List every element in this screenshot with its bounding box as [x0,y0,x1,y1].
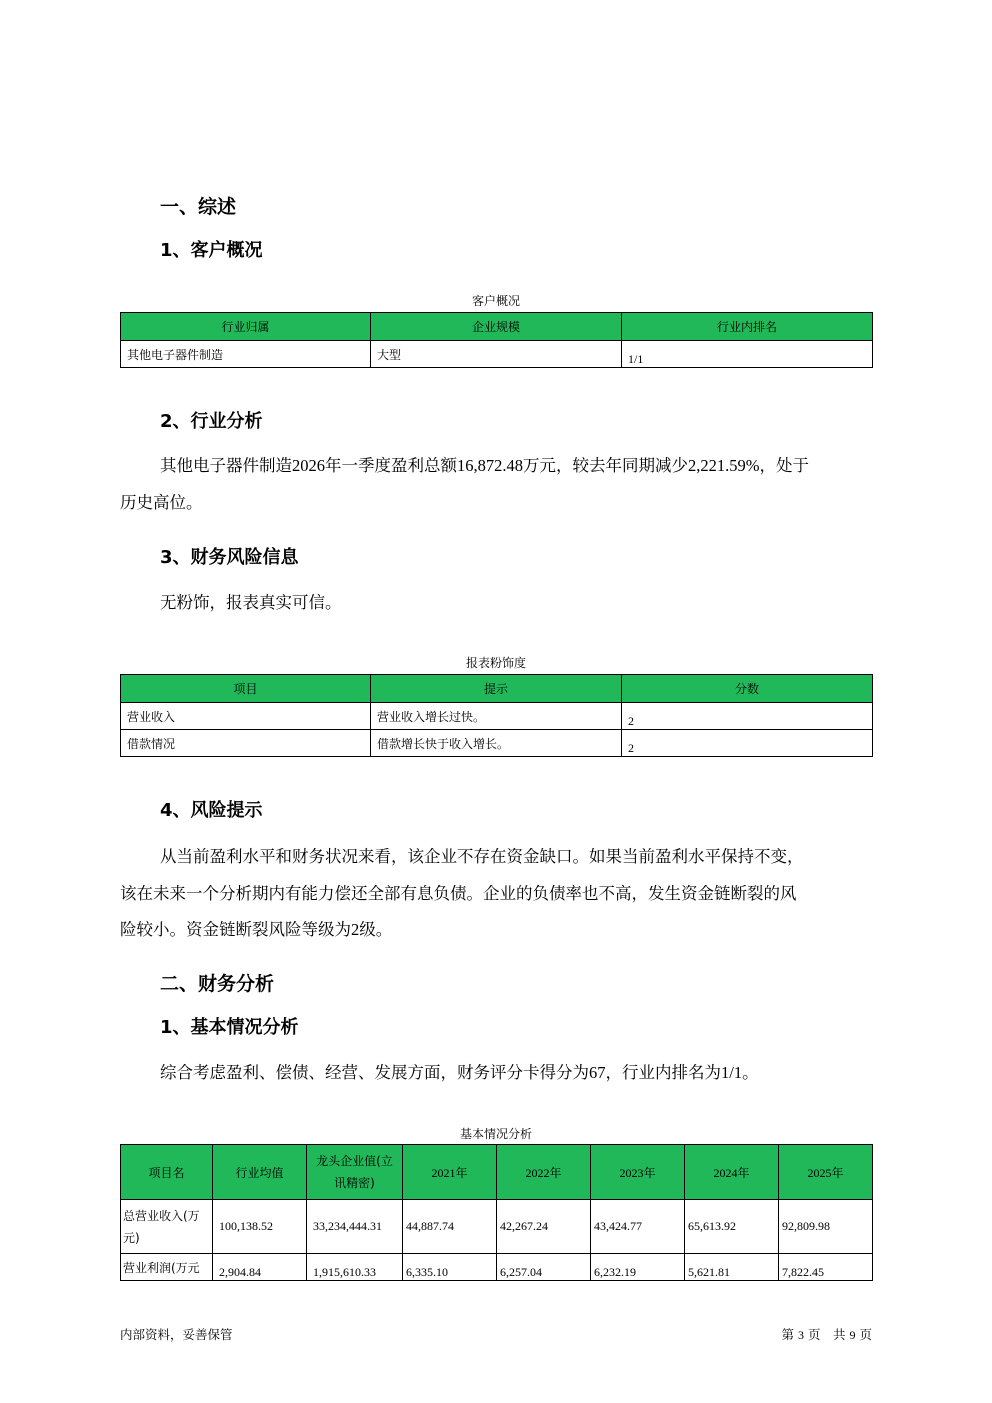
table-header-cell: 2025年 [779,1145,873,1200]
table-cell: 营业收入增长过快。 [371,703,622,730]
whitewash-table-caption: 报表粉饰度 [465,656,526,670]
subsection-customer-title: 1、客户概况 [160,240,263,261]
table-cell: 6,232.19 [591,1254,685,1281]
page-current: 3 [798,1328,805,1342]
risk-tip-line2: 该在未来一个分析期内有能力偿还全部有息负债。企业的负债率也不高，发生资金链断裂的风 [120,884,797,903]
section1-title: 一、综述 [160,196,237,218]
table-cell: 6,335.10 [403,1254,497,1281]
table-cell: 92,809.98 [779,1200,873,1254]
table-header-cell: 行业归属 [121,313,371,341]
footer-page-number [782,1325,872,1343]
whitewash-table [120,674,873,757]
table-cell: 总营业收入(万元) [121,1200,213,1254]
risk-level-value: 2 [351,920,360,939]
text-span: 其他电子器件制造 [160,456,292,475]
table-cell: 42,267.24 [497,1200,591,1254]
table-cell: 1,915,610.33 [307,1254,403,1281]
year-value: 2026 [292,456,325,475]
table-header-cell: 企业规模 [371,313,622,341]
table-row [121,730,873,757]
page-total: 9 [849,1328,856,1342]
table-cell: 大型 [371,341,622,368]
basic-table-caption: 基本情况分析 [459,1127,532,1141]
subsection-risk-info-title: 3、财务风险信息 [160,547,299,568]
amount-value: 16,872.48 [457,456,523,475]
subsection-industry-title: 2、行业分析 [160,411,263,432]
table-cell: 营业收入 [121,703,371,730]
table-header-cell: 提示 [371,675,622,703]
table-header-cell: 2023年 [591,1145,685,1200]
customer-table [120,312,873,368]
table-header-cell: 2024年 [685,1145,779,1200]
table-header-cell: 行业内排名 [622,313,873,341]
table-header-cell: 项目名 [121,1145,213,1200]
table-cell: 其他电子器件制造 [121,341,371,368]
text-span: 第 [781,1327,795,1342]
industry-text-line2: 历史高位。 [120,493,203,512]
table-cell: 65,613.92 [685,1200,779,1254]
table-cell: 借款情况 [121,730,371,757]
table-cell: 2 [622,703,873,730]
customer-table-caption: 客户概况 [471,294,520,308]
text-span: 页 共 [808,1327,846,1342]
table-cell: 营业利润(万元 [121,1254,213,1281]
subsection-basic-title: 1、基本情况分析 [160,1017,299,1038]
table-row [121,703,873,730]
percent-value: 2,221.59% [688,456,760,475]
table-header-cell: 2022年 [497,1145,591,1200]
table-cell: 5,621.81 [685,1254,779,1281]
text-span: 综合考虑盈利、偿债、经营、发展方面，财务评分卡得分为 [160,1063,589,1082]
text-span: 级。 [359,920,393,939]
text-span: 年一季度盈利总额 [325,456,457,475]
basic-analysis-text [160,1055,759,1091]
table-cell: 43,424.77 [591,1200,685,1254]
subsection-risk-tip-title: 4、风险提示 [160,800,263,821]
footer-confidential: 内部资料，妥善保管 [120,1327,233,1342]
table-header-cell: 分数 [622,675,873,703]
text-span: 险较小。资金链断裂风险等级为 [120,920,351,939]
text-span: 万元，较去年同期减少 [523,456,688,475]
text-span: 页 [859,1327,872,1342]
table-cell: 7,822.45 [779,1254,873,1281]
rank-value: 1/1 [721,1063,743,1082]
table-row [121,1200,873,1254]
score-value: 67 [589,1063,606,1082]
table-header-cell: 龙头企业值(立讯精密) [307,1145,403,1200]
table-cell: 44,887.74 [403,1200,497,1254]
text-span: ，行业内排名为 [605,1063,721,1082]
table-row [121,1254,873,1281]
risk-tip-line1: 从当前盈利水平和财务状况来看，该企业不存在资金缺口。如果当前盈利水平保持不变， [160,847,804,866]
table-row [121,341,873,368]
text-span: ，处于 [759,456,809,475]
table-cell: 借款增长快于收入增长。 [371,730,622,757]
table-cell: 100,138.52 [213,1200,307,1254]
section2-title: 二、财务分析 [160,973,275,995]
industry-text-line1 [160,448,809,484]
table-header-cell: 项目 [121,675,371,703]
table-cell: 6,257.04 [497,1254,591,1281]
table-cell: 1/1 [622,341,873,368]
risk-tip-line3 [120,912,392,948]
table-cell: 2,904.84 [213,1254,307,1281]
risk-info-text: 无粉饰，报表真实可信。 [160,593,342,612]
basic-analysis-table [120,1144,873,1281]
text-span: 。 [742,1063,759,1082]
table-cell: 2 [622,730,873,757]
table-cell: 33,234,444.31 [307,1200,403,1254]
table-header-cell: 2021年 [403,1145,497,1200]
table-header-cell: 行业均值 [213,1145,307,1200]
